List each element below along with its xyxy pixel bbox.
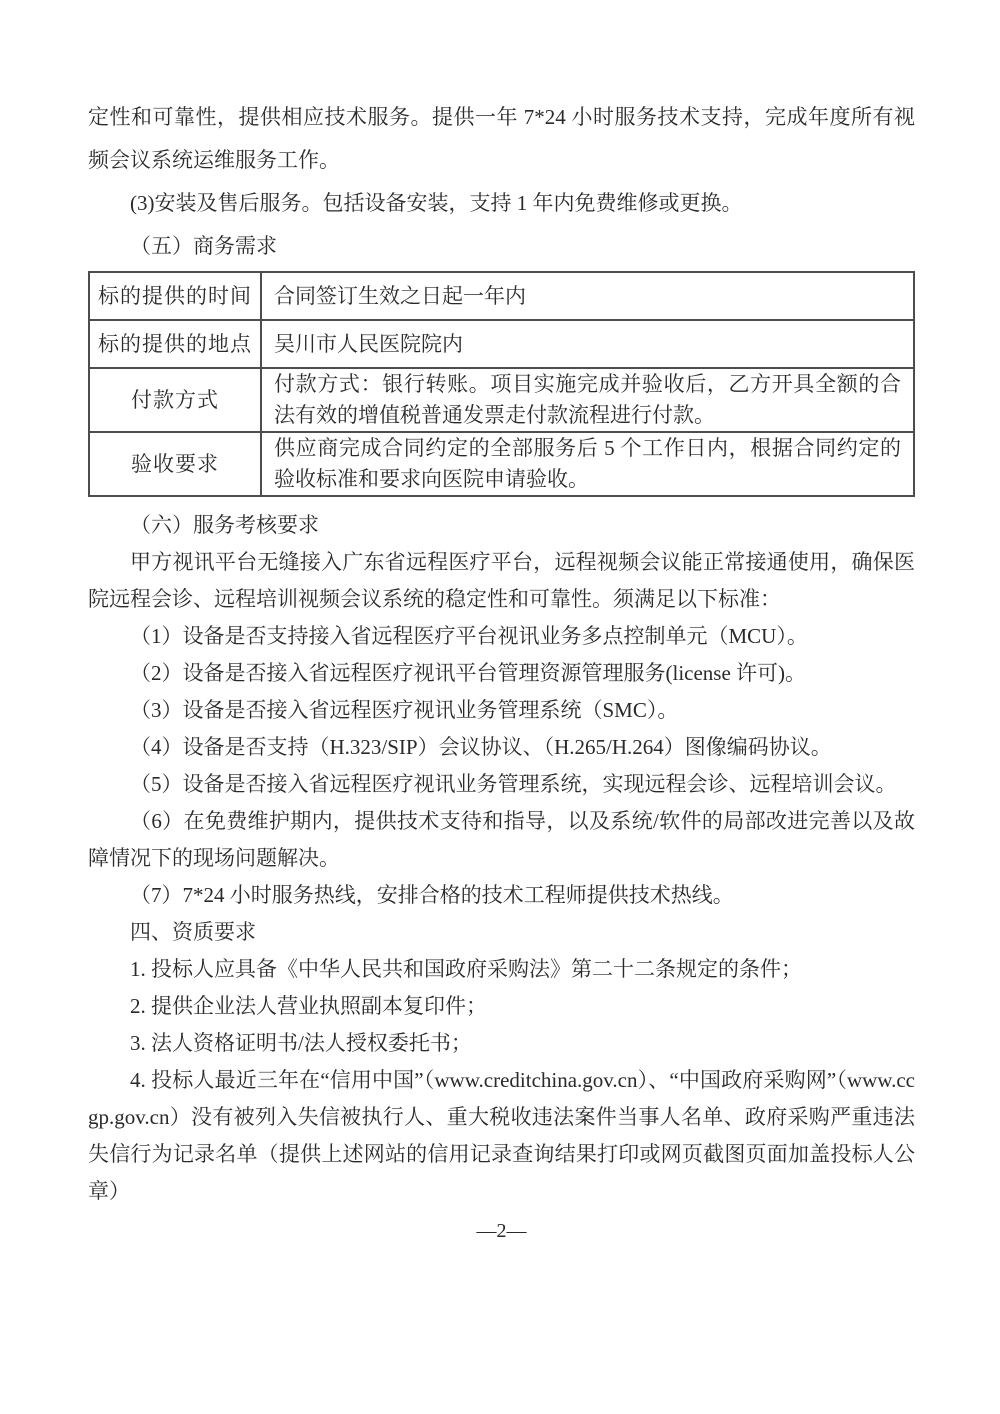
row-label: 标的提供的地点: [89, 320, 261, 368]
row-label: 付款方式: [89, 368, 261, 432]
paragraph-install-service: (3)安装及售后服务。包括设备安装，支持 1 年内免费维修或更换。: [130, 191, 743, 215]
paragraph-continuation: 定性和可靠性，提供相应技术服务。提供一年 7*24 小时服务技术支持，完成年度所有视频会议系统运维服务工作。: [88, 105, 915, 172]
list-item-hotline: （7）7*24 小时服务热线，安排合格的技术工程师提供技术热线。: [130, 883, 734, 907]
row-value: 供应商完成合同约定的全部服务后 5 个工作日内，根据合同约定的验收标准和要求向医院申请验收。: [261, 432, 914, 496]
list-item-remote-consult: （5）设备是否接入省远程医疗视讯业务管理系统，实现远程会诊、远程培训会议。: [130, 772, 897, 796]
qualification-item-3: 3. 法人资格证明书/法人授权委托书；: [130, 1031, 472, 1055]
row-value: 合同签订生效之日起一年内: [261, 272, 914, 320]
page-number: —2—: [476, 1220, 527, 1242]
qualification-item-2: 2. 提供企业法人营业执照副本复印件；: [130, 994, 487, 1018]
list-item-mcu: （1）设备是否支持接入省远程医疗平台视讯业务多点控制单元（MCU）。: [130, 624, 808, 648]
heading-service-assessment: （六）服务考核要求: [130, 513, 319, 537]
row-label: 验收要求: [89, 432, 261, 496]
table-row: [89, 320, 914, 368]
business-requirements-table: [88, 271, 915, 497]
heading-business-requirements: （五）商务需求: [130, 234, 277, 258]
table-row: [89, 432, 914, 496]
row-value: 吴川市人民医院院内: [261, 320, 914, 368]
table-row: [89, 272, 914, 320]
paragraph-service-assessment-intro: 甲方视讯平台无缝接入广东省远程医疗平台，远程视频会议能正常接通使用，确保医院远程会诊、远程培训视频会议系统的稳定性和可靠性。须满足以下标准：: [88, 550, 915, 611]
qualification-item-1: 1. 投标人应具备《中华人民共和国政府采购法》第二十二条规定的条件；: [130, 957, 802, 981]
row-value: 付款方式：银行转账。项目实施完成并验收后，乙方开具全额的合法有效的增值税普通发票走付款流程进行付款。: [261, 368, 914, 432]
qualification-item-4: 4. 投标人最近三年在“信用中国”（www.creditchina.gov.cn）、“中国政府采购网”（www.ccgp.gov.cn）没有被列入失信被执行人、重大税收违法案件当事人名单、政府采购严重违法失信行为记录名单（提供上述网站的信用记录查询结果打印或网页截图页面加盖投标人公章）: [88, 1068, 915, 1203]
list-item-smc: （3）设备是否接入省远程医疗视讯业务管理系统（SMC）。: [130, 698, 679, 722]
row-label: 标的提供的时间: [89, 272, 261, 320]
list-item-license: （2）设备是否接入省远程医疗视讯平台管理资源管理服务(license 许可)。: [130, 661, 807, 685]
table-row: [89, 368, 914, 432]
heading-qualification: 四、资质要求: [130, 920, 256, 944]
list-item-protocols: （4）设备是否支持（H.323/SIP）会议协议、（H.265/H.264）图像编码协议。: [130, 735, 832, 759]
list-item-maintenance: （6）在免费维护期内，提供技术支待和指导，以及系统/软件的局部改进完善以及故障情况下的现场问题解决。: [88, 809, 915, 870]
